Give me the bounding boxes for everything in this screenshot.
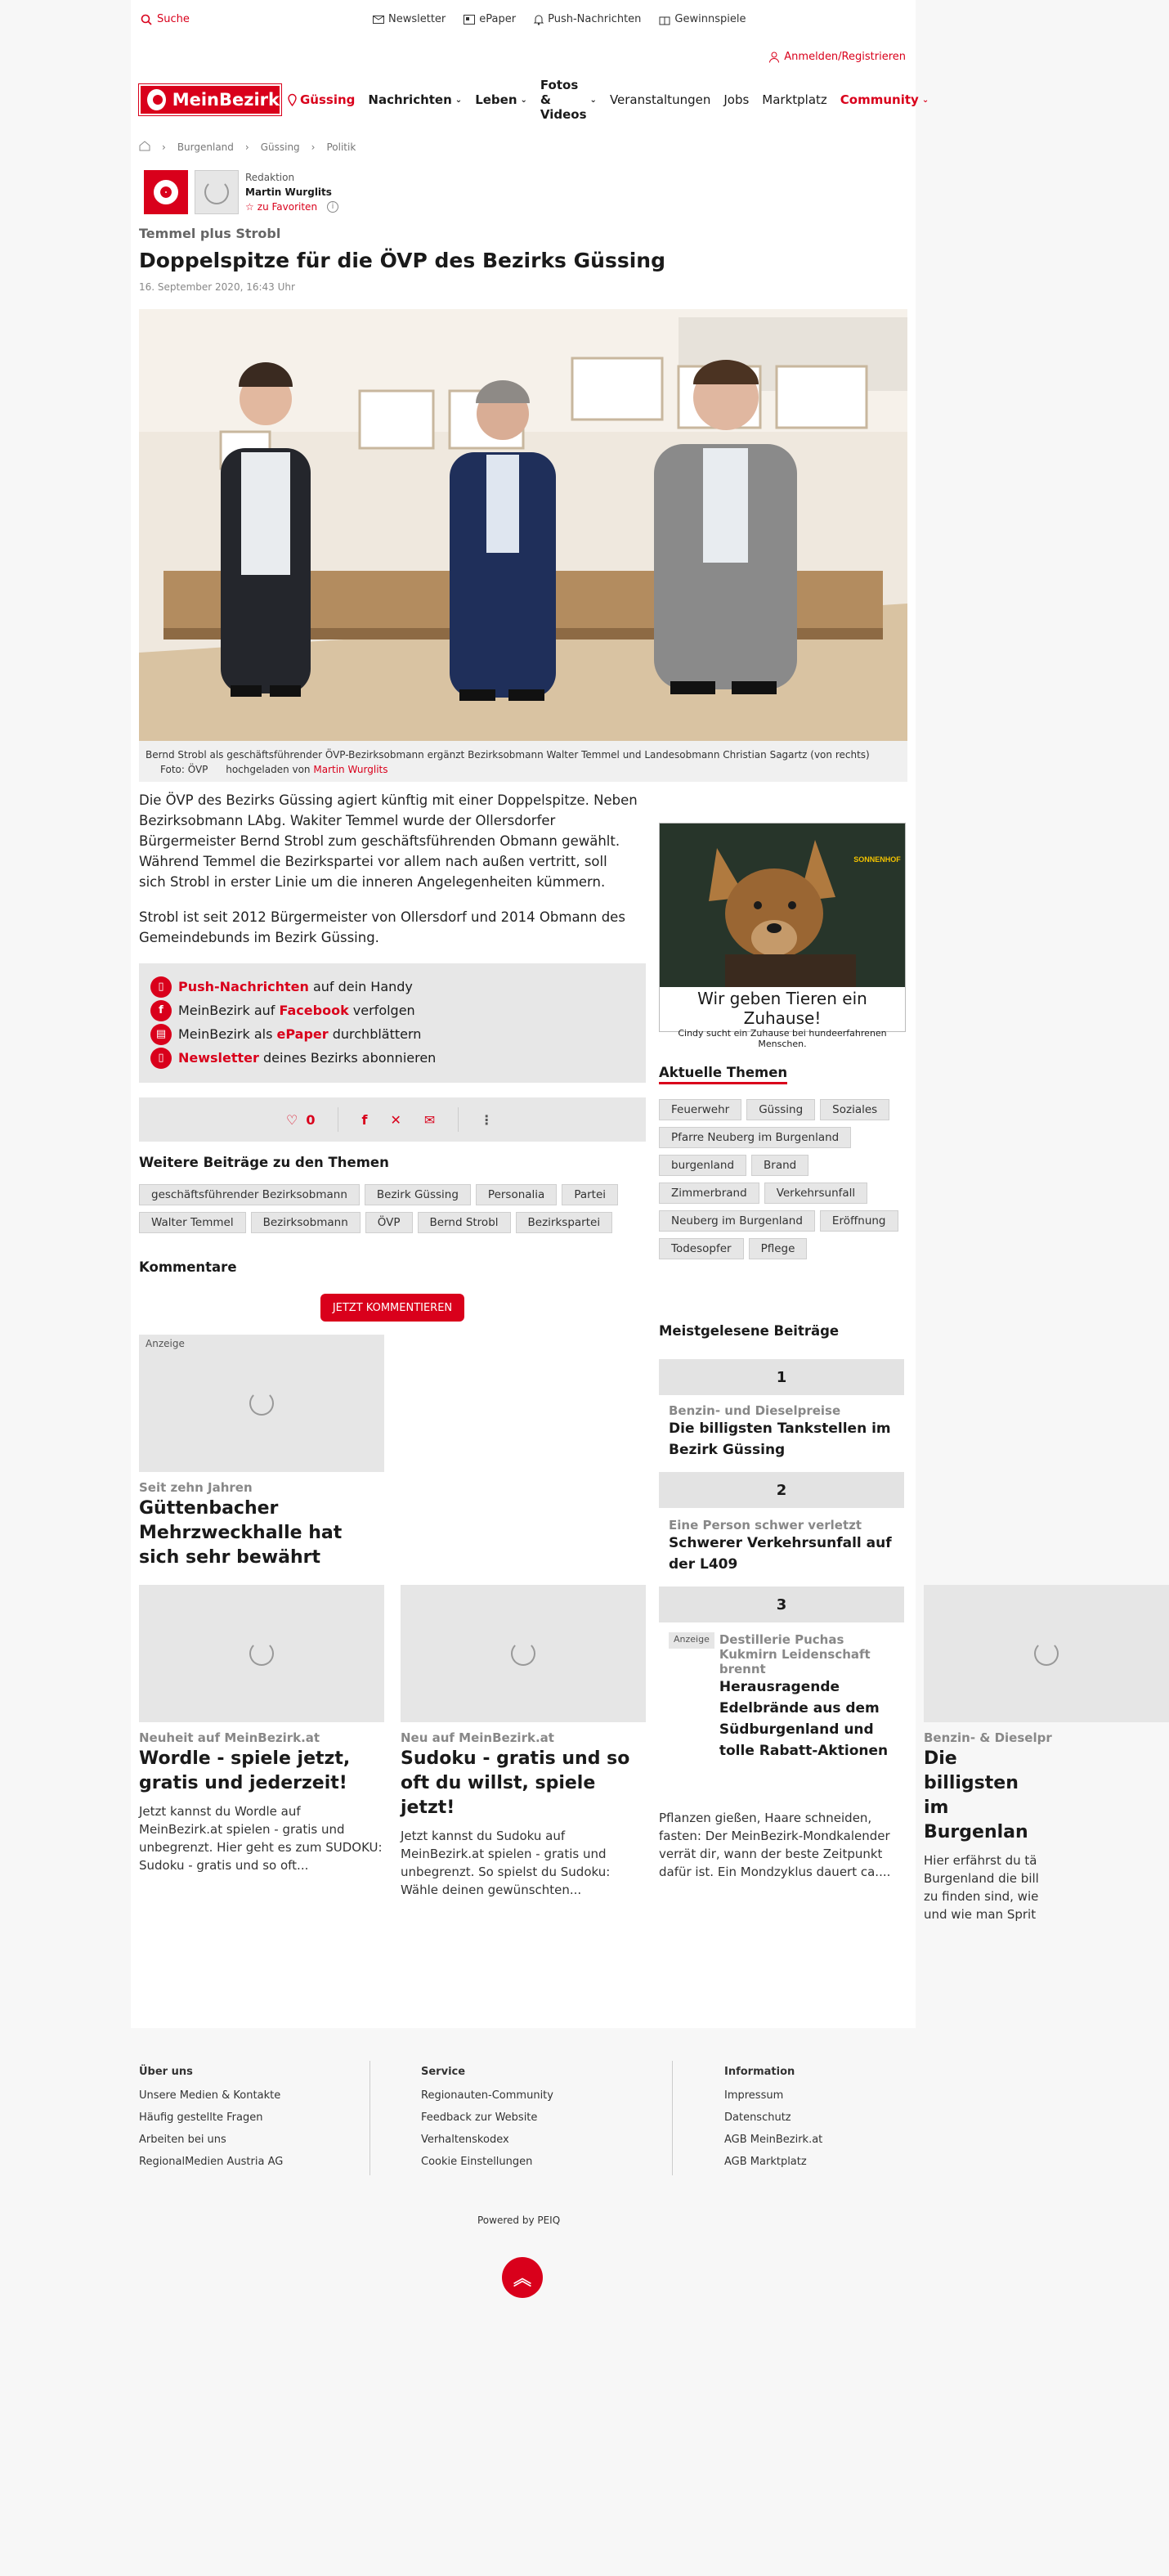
footer-link[interactable]: Arbeiten bei uns: [139, 2134, 226, 2146]
follow-strong: Facebook: [279, 1003, 349, 1018]
most-read-item[interactable]: [669, 1632, 898, 1761]
ad-image: [660, 824, 905, 987]
author-role: Redaktion: [245, 172, 295, 183]
location-label: Güssing: [300, 92, 356, 107]
facebook-icon[interactable]: f: [361, 1111, 368, 1128]
aktuelle-themen-title: Aktuelle Themen: [659, 1065, 787, 1084]
topic-tag[interactable]: Feuerwehr: [659, 1099, 741, 1120]
loading-spinner-icon: [249, 1391, 274, 1416]
powered-by: Powered by PEIQ: [477, 2215, 561, 2226]
topic-tag[interactable]: Zimmerbrand: [659, 1183, 759, 1204]
topic-tag[interactable]: geschäftsführender Bezirksobmann: [139, 1184, 360, 1205]
article-paragraph: Die ÖVP des Bezirks Güssing agiert künftig mit einer Doppelspitze. Neben Bezirksobmann LAbg. Wakiter Temmel wurde der Ollersdorfer Bürgermeister Bernd Strobl zum geschäftsführenden Obmann gewählt. Während Temmel die Bezirkspartei vor allem nach außen vertritt, soll sich Strobl in erster Linie um die inneren Angelegenheiten kümmern.: [139, 792, 638, 890]
x-icon[interactable]: ✕: [390, 1111, 401, 1128]
rank-number: 3: [659, 1586, 904, 1622]
author-avatar: [195, 170, 239, 214]
author-name[interactable]: Martin Wurglits: [245, 186, 332, 198]
footer-link[interactable]: AGB Marktplatz: [724, 2156, 807, 2168]
footer-link[interactable]: Impressum: [724, 2089, 784, 2102]
follow-text: verfolgen: [348, 1003, 415, 1018]
follow-facebook[interactable]: [150, 999, 634, 1022]
like-button[interactable]: [286, 1107, 338, 1132]
share-bar: [139, 1097, 646, 1142]
nav-leben-label: Leben: [475, 92, 517, 107]
most-read-title: Die billigsten Tankstellen im Bezirk Güssing: [669, 1420, 891, 1458]
teaser-title: Wordle - spiele jetzt, gratis und jederzeit!: [139, 1748, 351, 1793]
footer-link[interactable]: Feedback zur Website: [421, 2112, 538, 2124]
article-kicker: Temmel plus Strobl: [139, 226, 281, 241]
gift-icon: [659, 14, 670, 25]
topic-tag[interactable]: Brand: [751, 1155, 808, 1176]
nav-veranstaltungen[interactable]: [610, 92, 710, 107]
follow-text: MeinBezirk als: [178, 1026, 277, 1042]
footer-link[interactable]: Cookie Einstellungen: [421, 2156, 533, 2168]
article-title: Doppelspitze für die ÖVP des Bezirks Güssing: [139, 249, 665, 272]
push-label: Push-Nachrichten: [548, 13, 642, 25]
teaser-text: Hier erfährst du tä Burgenland die bill zu finden sind, wie und wie man Sprit: [924, 1853, 1039, 1922]
article-paragraph: Strobl ist seit 2012 Bürgermeister von Ollersdorf und 2014 Obmann des Gemeindebunds im Bezirk Güssing.: [139, 909, 625, 945]
ad-label: Anzeige: [146, 1338, 185, 1349]
nav-community[interactable]: [840, 92, 929, 107]
breadcrumb-guessing[interactable]: Güssing: [260, 141, 300, 153]
login-link[interactable]: [769, 51, 906, 63]
follow-newsletter[interactable]: [150, 1046, 634, 1070]
teaser-text: Pflanzen gießen, Haare schneiden, fasten: Der MeinBezirk-Mondkalender verrät dir, wann der beste Zeitpunkt dafür ist. Ein Mondzyklus dauert ca....: [659, 1811, 891, 1879]
search-icon: [141, 14, 152, 25]
loading-spinner-icon: [249, 1641, 274, 1666]
nav-jobs[interactable]: [723, 92, 749, 107]
teaser-text: Jetzt kannst du Sudoku auf MeinBezirk.at spielen - gratis und unbegrenzt. So spielst du Sudoku: Wähle deinen gewünschten...: [401, 1829, 611, 1897]
loading-spinner-icon: [1034, 1641, 1059, 1666]
teaser-kicker: Neuheit auf MeinBezirk.at: [139, 1730, 320, 1745]
most-read-kicker: Destillerie Puchas Kukmirn Leidenschaft brennt: [719, 1632, 871, 1676]
footer-col-information: [724, 2061, 822, 2173]
teaser-title: Sudoku - gratis und so oft du willst, spiele jetzt!: [401, 1748, 630, 1818]
teaser-title: Die billigsten im Burgenlan: [924, 1748, 1028, 1842]
chevron-right-icon: ›: [311, 141, 316, 153]
topic-tag[interactable]: Pflege: [749, 1238, 808, 1259]
most-read-title: Herausragende Edelbrände aus dem Südburgenland und tolle Rabatt-Aktionen: [719, 1679, 889, 1759]
sidebar-ad[interactable]: [659, 823, 906, 1049]
topic-tag[interactable]: Pfarre Neuberg im Burgenland: [659, 1127, 851, 1148]
nav-fotos-label: Fotos & Videos: [540, 78, 587, 122]
teaser-kicker: Seit zehn Jahren: [139, 1480, 253, 1495]
heart-icon: ♡: [286, 1111, 298, 1128]
topic-tag[interactable]: Bezirk Güssing: [365, 1184, 471, 1205]
star-icon: ☆: [245, 201, 254, 213]
follow-text: durchblättern: [328, 1026, 422, 1042]
follow-strong: Newsletter: [178, 1050, 259, 1066]
nav-nachrichten[interactable]: [368, 92, 462, 107]
search-label: Suche: [157, 13, 190, 25]
teaser-card[interactable]: [659, 1809, 904, 1879]
teaser-kicker: Benzin- & Dieselpr: [924, 1730, 1052, 1745]
epaper-icon: [464, 15, 475, 25]
phone-icon: ▯: [150, 976, 172, 998]
uploader-link[interactable]: Martin Wurglits: [313, 764, 388, 775]
topic-tag[interactable]: ÖVP: [365, 1212, 413, 1233]
follow-text: auf dein Handy: [308, 979, 413, 994]
teaser-card[interactable]: [924, 1585, 1052, 1922]
nav-marktplatz[interactable]: [762, 92, 827, 107]
logo-icon: [147, 89, 166, 110]
meistgelesen-title: Meistgelesene Beiträge: [659, 1323, 840, 1339]
bell-icon: [534, 14, 544, 25]
breadcrumb: [139, 141, 356, 154]
chevron-up-icon: ︽: [513, 2269, 531, 2290]
chevron-down-icon: ⌄: [921, 95, 929, 105]
chevron-down-icon: ⌄: [589, 95, 597, 105]
user-icon: [769, 52, 779, 63]
caption-text: Bernd Strobl als geschäftsführender ÖVP-Bezirksobmann ergänzt Bezirksobmann Walter Temmel und Landesobmann Christian Sagartz (von rechts): [146, 749, 870, 761]
info-icon[interactable]: i: [327, 201, 338, 213]
comments-title: Kommentare: [139, 1259, 237, 1275]
topics-title: Weitere Beiträge zu den Themen: [139, 1155, 389, 1170]
topic-tag[interactable]: Bezirksobmann: [251, 1212, 361, 1233]
aktuelle-tags: [659, 1099, 904, 1259]
footer-link[interactable]: Datenschutz: [724, 2112, 791, 2124]
main-nav: [131, 78, 929, 122]
gewinnspiele-label: Gewinnspiele: [674, 13, 746, 25]
push-link[interactable]: [534, 13, 641, 25]
footer-col-title: Information: [724, 2066, 795, 2078]
footer-col-title: Über uns: [139, 2066, 193, 2078]
more-icon[interactable]: ⋮: [480, 1111, 494, 1128]
follow-push[interactable]: [150, 975, 634, 999]
teaser-text: Jetzt kannst du Wordle auf MeinBezirk.at spielen - gratis und unbegrenzt. Hier geht es zum SUDOKU: Sudoku - gratis und so oft...: [139, 1804, 383, 1873]
most-read-title: Schwerer Verkehrsunfall auf der L409: [669, 1535, 892, 1573]
footer-link[interactable]: Regionauten-Community: [421, 2089, 553, 2102]
epaper-icon: ▤: [150, 1024, 172, 1045]
teaser-card[interactable]: [139, 1335, 384, 1570]
mail-icon: [373, 16, 384, 24]
footer-link[interactable]: Verhaltenskodex: [421, 2134, 509, 2146]
follow-box: [139, 963, 646, 1083]
follow-epaper[interactable]: [150, 1022, 634, 1046]
epaper-link[interactable]: [464, 13, 516, 25]
redaktion-logo: [144, 170, 188, 214]
footer-divider: [672, 2061, 673, 2175]
like-count: 0: [306, 1111, 316, 1128]
nav-marktplatz-label: Marktplatz: [762, 92, 827, 107]
footer-col-service: [421, 2061, 553, 2173]
footer-col-title: Service: [421, 2066, 466, 2078]
teaser-image: [401, 1585, 646, 1722]
newsletter-link[interactable]: [373, 13, 446, 25]
most-read-kicker: Eine Person schwer verletzt: [669, 1518, 862, 1533]
follow-text: MeinBezirk auf: [178, 1003, 280, 1018]
newsletter-label: Newsletter: [388, 13, 446, 25]
nav-veranstaltungen-label: Veranstaltungen: [609, 92, 711, 107]
teaser-image: [139, 1335, 384, 1472]
gewinnspiele-link[interactable]: [659, 13, 746, 25]
home-icon[interactable]: [139, 141, 150, 154]
author-block: [144, 170, 338, 214]
follow-strong: Push-Nachrichten: [178, 979, 309, 994]
page-container: [131, 0, 1052, 2028]
chevron-right-icon: ›: [244, 141, 249, 153]
ad-headline: Wir geben Tieren ein Zuhause!: [697, 989, 867, 1028]
comment-button[interactable]: JETZT KOMMENTIEREN: [320, 1294, 464, 1322]
article-date: 16. September 2020, 16:43 Uhr: [139, 281, 295, 293]
rank-number: 2: [659, 1472, 904, 1508]
follow-text: deines Bezirks abonnieren: [258, 1050, 437, 1066]
ad-brand: SONNENHOF: [853, 855, 901, 864]
topic-tag[interactable]: Personalia: [476, 1184, 557, 1205]
search-link[interactable]: [141, 13, 190, 25]
footer-link[interactable]: Häufig gestellte Fragen: [139, 2112, 263, 2124]
teaser-card[interactable]: [139, 1585, 384, 1873]
facebook-icon: f: [150, 1000, 172, 1021]
nav-fotos-videos[interactable]: [540, 78, 597, 122]
photo-credit: Foto: ÖVP: [160, 764, 208, 775]
teaser-card[interactable]: [401, 1585, 646, 1897]
article-body: [139, 790, 638, 963]
article-photo[interactable]: [139, 309, 907, 741]
topic-tag[interactable]: Bezirkspartei: [516, 1212, 613, 1233]
footer-col-about: [139, 2061, 283, 2173]
most-read-item[interactable]: [669, 1403, 898, 1461]
topic-tag[interactable]: burgenland: [659, 1155, 746, 1176]
loading-spinner-icon: [204, 180, 229, 204]
topic-tag[interactable]: Verkehrsunfall: [764, 1183, 867, 1204]
photo-caption: [139, 741, 907, 782]
scroll-to-top-button[interactable]: [502, 2257, 543, 2298]
topic-tag[interactable]: Todesopfer: [659, 1238, 744, 1259]
chevron-down-icon: ⌄: [520, 95, 527, 105]
ad-subline: Cindy sucht ein Zuhause bei hundeerfahrenen Menschen.: [678, 1028, 887, 1049]
most-read-kicker: Benzin- und Dieselpreise: [669, 1403, 841, 1418]
top-bar: [131, 0, 916, 41]
nav-leben[interactable]: [475, 92, 527, 107]
breadcrumb-burgenland[interactable]: Burgenland: [177, 141, 234, 153]
login-label: Anmelden/Registrieren: [784, 51, 906, 63]
topic-tag[interactable]: Soziales: [820, 1099, 889, 1120]
location-pin-icon: [288, 94, 297, 106]
favorite-button[interactable]: [245, 200, 338, 214]
nav-jobs-label: Jobs: [723, 92, 750, 107]
rank-number: 1: [659, 1359, 904, 1395]
mail-icon[interactable]: ✉: [423, 1111, 436, 1128]
loading-spinner-icon: [511, 1641, 535, 1666]
footer-link[interactable]: AGB MeinBezirk.at: [724, 2134, 823, 2146]
phone-icon: ▯: [150, 1048, 172, 1069]
breadcrumb-politik[interactable]: Politik: [326, 141, 356, 153]
topic-tag[interactable]: Walter Temmel: [139, 1212, 246, 1233]
topic-tag[interactable]: Bernd Strobl: [418, 1212, 511, 1233]
teaser-image: [924, 1585, 1169, 1722]
site-logo[interactable]: [139, 84, 281, 115]
location-selector[interactable]: [288, 92, 355, 107]
footer-link[interactable]: RegionalMedien Austria AG: [139, 2156, 284, 2168]
topic-tag[interactable]: Neuberg im Burgenland: [659, 1210, 815, 1232]
favorite-label: zu Favoriten: [257, 201, 318, 213]
chevron-right-icon: ›: [162, 141, 166, 153]
nav-community-label: Community: [840, 92, 919, 107]
uploaded-label: hochgeladen von: [226, 764, 311, 775]
author-meta: [245, 170, 338, 214]
teaser-kicker: Neu auf MeinBezirk.at: [401, 1730, 554, 1745]
footer-link[interactable]: Unsere Medien & Kontakte: [139, 2089, 281, 2102]
epaper-label: ePaper: [479, 13, 517, 25]
share-icons: [338, 1107, 459, 1132]
ad-label: Anzeige: [669, 1632, 714, 1649]
teaser-image: [139, 1585, 384, 1722]
topic-tag[interactable]: Eröffnung: [820, 1210, 898, 1232]
nav-nachrichten-label: Nachrichten: [368, 92, 452, 107]
logo-text: MeinBezirk: [172, 90, 280, 110]
topic-tag[interactable]: Partei: [562, 1184, 618, 1205]
teaser-title: Güttenbacher Mehrzweckhalle hat sich sehr bewährt: [139, 1498, 343, 1568]
topic-tags: [139, 1184, 646, 1233]
most-read-item[interactable]: [669, 1518, 898, 1575]
follow-strong: ePaper: [276, 1026, 329, 1042]
top-links: [373, 13, 746, 25]
topic-tag[interactable]: Güssing: [746, 1099, 815, 1120]
chevron-down-icon: ⌄: [455, 95, 463, 105]
